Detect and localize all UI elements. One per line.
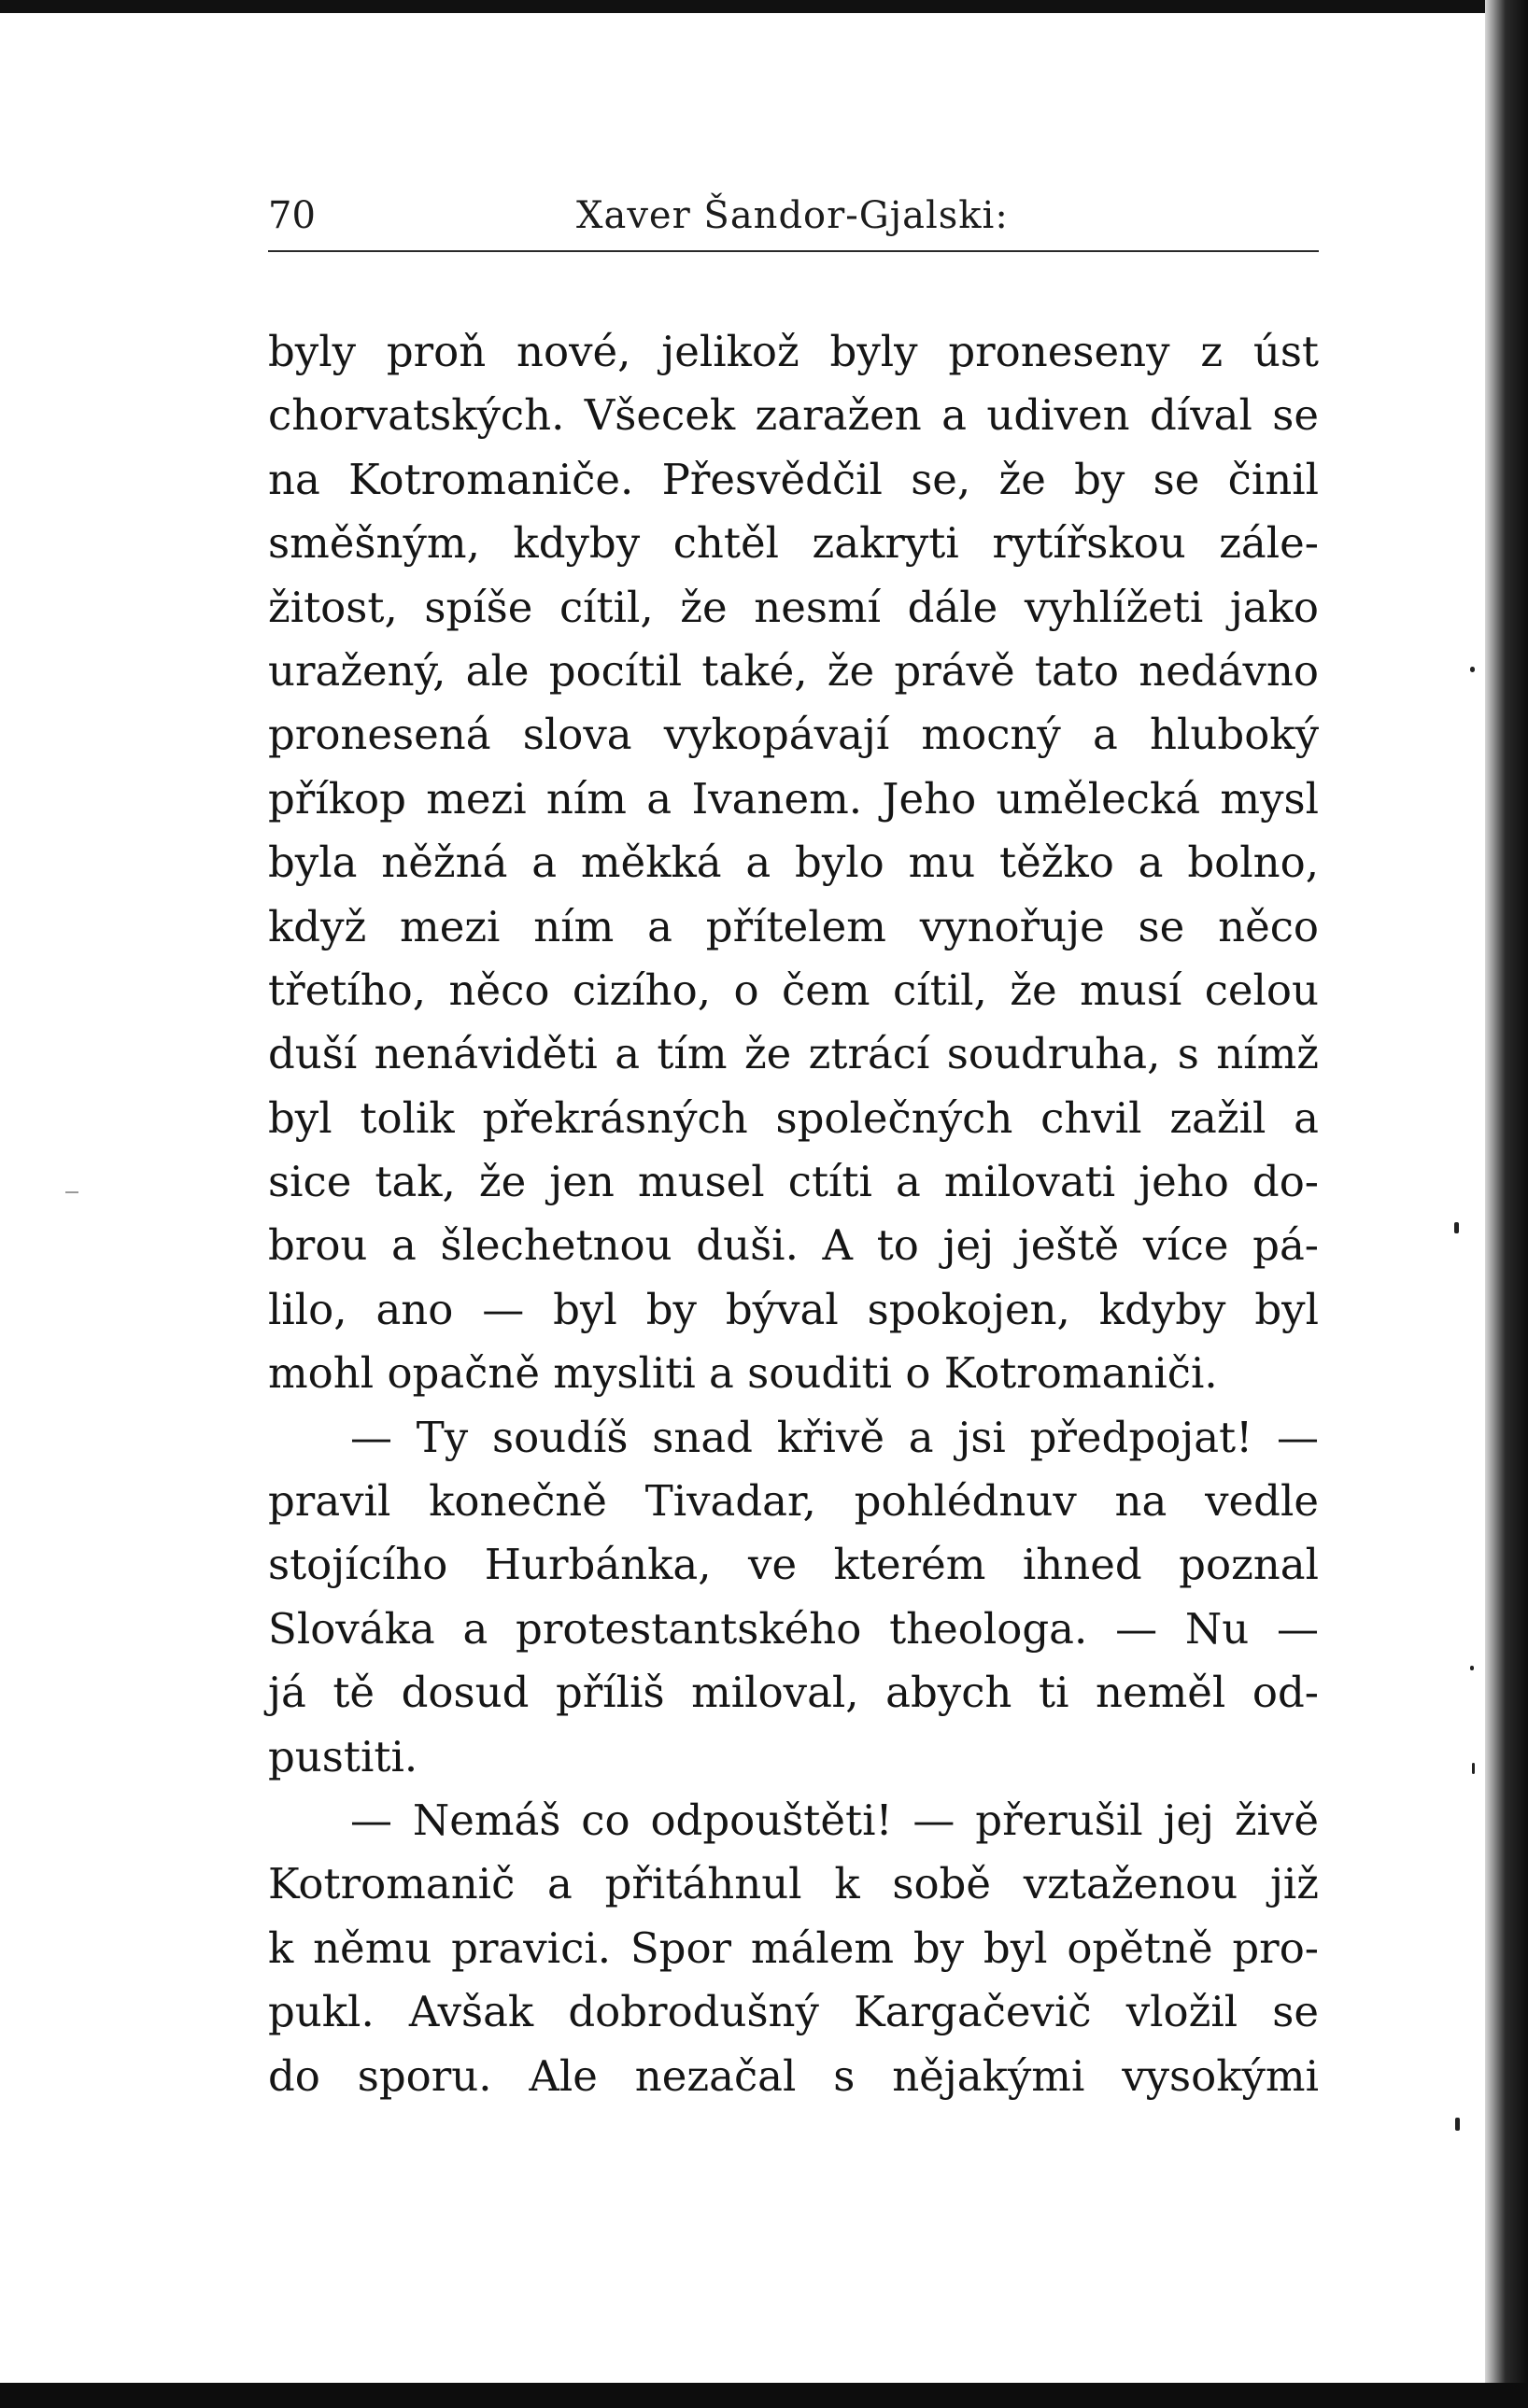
text-line: já tě dosud příliš miloval, abych ti neměl od- [268,1668,1319,1718]
scan-speck [65,1191,78,1193]
text-line: do sporu. Ale nezačal s nějakými vysokými [268,2050,1319,2101]
text-line: uražený, ale pocítil také, že právě tato nedávno [268,645,1319,696]
scan-speck [1470,667,1475,672]
scan-speck [1470,1666,1474,1670]
text-line: Kotromanič a přitáhnul k sobě vztaženou již [268,1859,1319,1909]
scan-speck [1472,1763,1475,1774]
text-line: k němu pravici. Spor málem by byl opětně pro- [268,1922,1319,1973]
book-spine-edge [1485,0,1528,2408]
text-line: když mezi ním a přítelem vynořuje se něco [268,901,1319,951]
text-line: pustiti. [268,1731,418,1781]
page-header [268,187,1319,243]
page-number: 70 [268,194,316,237]
text-line: stojícího Hurbánka, ve kterém ihned poznal [268,1540,1319,1590]
scan-speck [1454,1222,1459,1233]
text-line: sice tak, že jen musel ctíti a milovati jeho do- [268,1157,1319,1207]
text-line: žitost, spíše cítil, že nesmí dále vyhlížeti jako [268,582,1319,632]
header-rule [268,250,1319,252]
text-line: duší nenáviděti a tím že ztrácí soudruha, s nímž [268,1029,1319,1079]
scan-speck [1455,2118,1460,2131]
text-line: pukl. Avšak dobrodušný Kargačevič vložil se [268,1987,1319,2037]
text-line: třetího, něco cizího, o čem cítil, že musí celou [268,965,1319,1015]
text-line: směšným, kdyby chtěl zakryti rytířskou zále- [268,518,1319,569]
text-line: chorvatských. Všecek zaražen a udiven díval se [268,390,1319,441]
scan-bottom-edge [0,2383,1528,2408]
text-line: byla něžná a měkká a bylo mu těžko a bolno, [268,838,1319,888]
text-line: pronesená slova vykopávají mocný a hluboký [268,710,1319,760]
text-line: Slováka a protestantského theologa. — Nu — [268,1603,1319,1654]
text-line: byly proň nové, jelikož byly proneseny z úst [268,327,1319,376]
text-line: pravil konečně Tivadar, pohlédnuv na vedle [268,1476,1319,1527]
text-line: — Ty soudíš snad křivě a jsi předpojat! — [350,1412,1319,1462]
text-line: příkop mezi ním a Ivanem. Jeho umělecká mysl [268,773,1319,824]
running-head: Xaver Šandor-Gjalski: [576,194,1009,237]
text-line: byl tolik překrásných společných chvil zažil a [268,1092,1319,1143]
body-text [268,320,1319,2108]
text-line: brou a šlechetnou duši. A to jej ještě více pá- [268,1220,1319,1271]
text-line: — Nemáš co odpouštěti! — přerušil jej živě [350,1795,1319,1845]
text-line: na Kotromaniče. Přesvědčil se, že by se činil [268,454,1319,504]
text-line: mohl opačně mysliti a souditi o Kotromaniči. [268,1348,1218,1399]
text-line: lilo, ano — byl by býval spokojen, kdyby byl [268,1284,1319,1334]
